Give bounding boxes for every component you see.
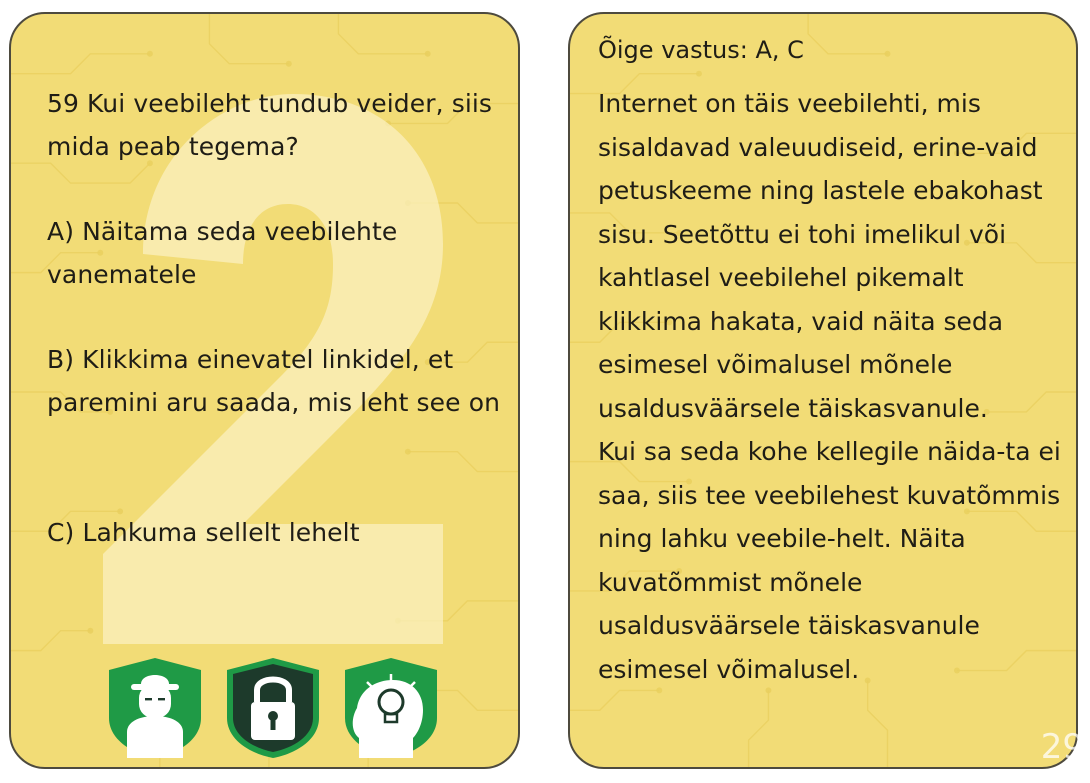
- explanation-paragraph-2: Kui sa seda kohe kellegile näida-ta ei saa, siis tee veebilehest kuvatõmmis ning lahku veebile-helt. Näita kuvatõmmist mõnele usaldusväärsele täiskasvanule esimesel võimalusel.: [598, 437, 1061, 684]
- option-b: B) Klikkima einevatel linkidel, et paremini aru saada, mis leht see on: [47, 345, 501, 417]
- lightbulb-head-icon: [345, 658, 437, 758]
- correct-answer: Õige vastus: A, C: [598, 36, 804, 64]
- option-a: A) Näitama seda veebilehte vanematele: [47, 217, 398, 289]
- option-c: C) Lahkuma sellelt lehelt: [47, 518, 360, 547]
- question-card: [9, 12, 520, 769]
- explanation-paragraph-1: Internet on täis veebilehti, mis sisaldavad valeuudiseid, erine-vaid petuskeeme ning lastele ebakohast sisu. Seetõttu ei tohi imelikul või kahtlasel veebilehel pikemalt klikkima hakata, vaid näita seda esimesel võimalusel mõnele usaldusväärsele täiskasvanule.: [598, 89, 1043, 423]
- person-hat-icon: [109, 658, 201, 758]
- answer-card: [568, 12, 1084, 769]
- question-text: 59 Kui veebileht tundub veider, siis mida peab tegema?: [47, 89, 493, 161]
- answer-explanation: [598, 32, 1068, 691]
- page-number: 29: [1040, 727, 1084, 767]
- category-icons: [105, 658, 445, 758]
- padlock-icon: [227, 658, 319, 758]
